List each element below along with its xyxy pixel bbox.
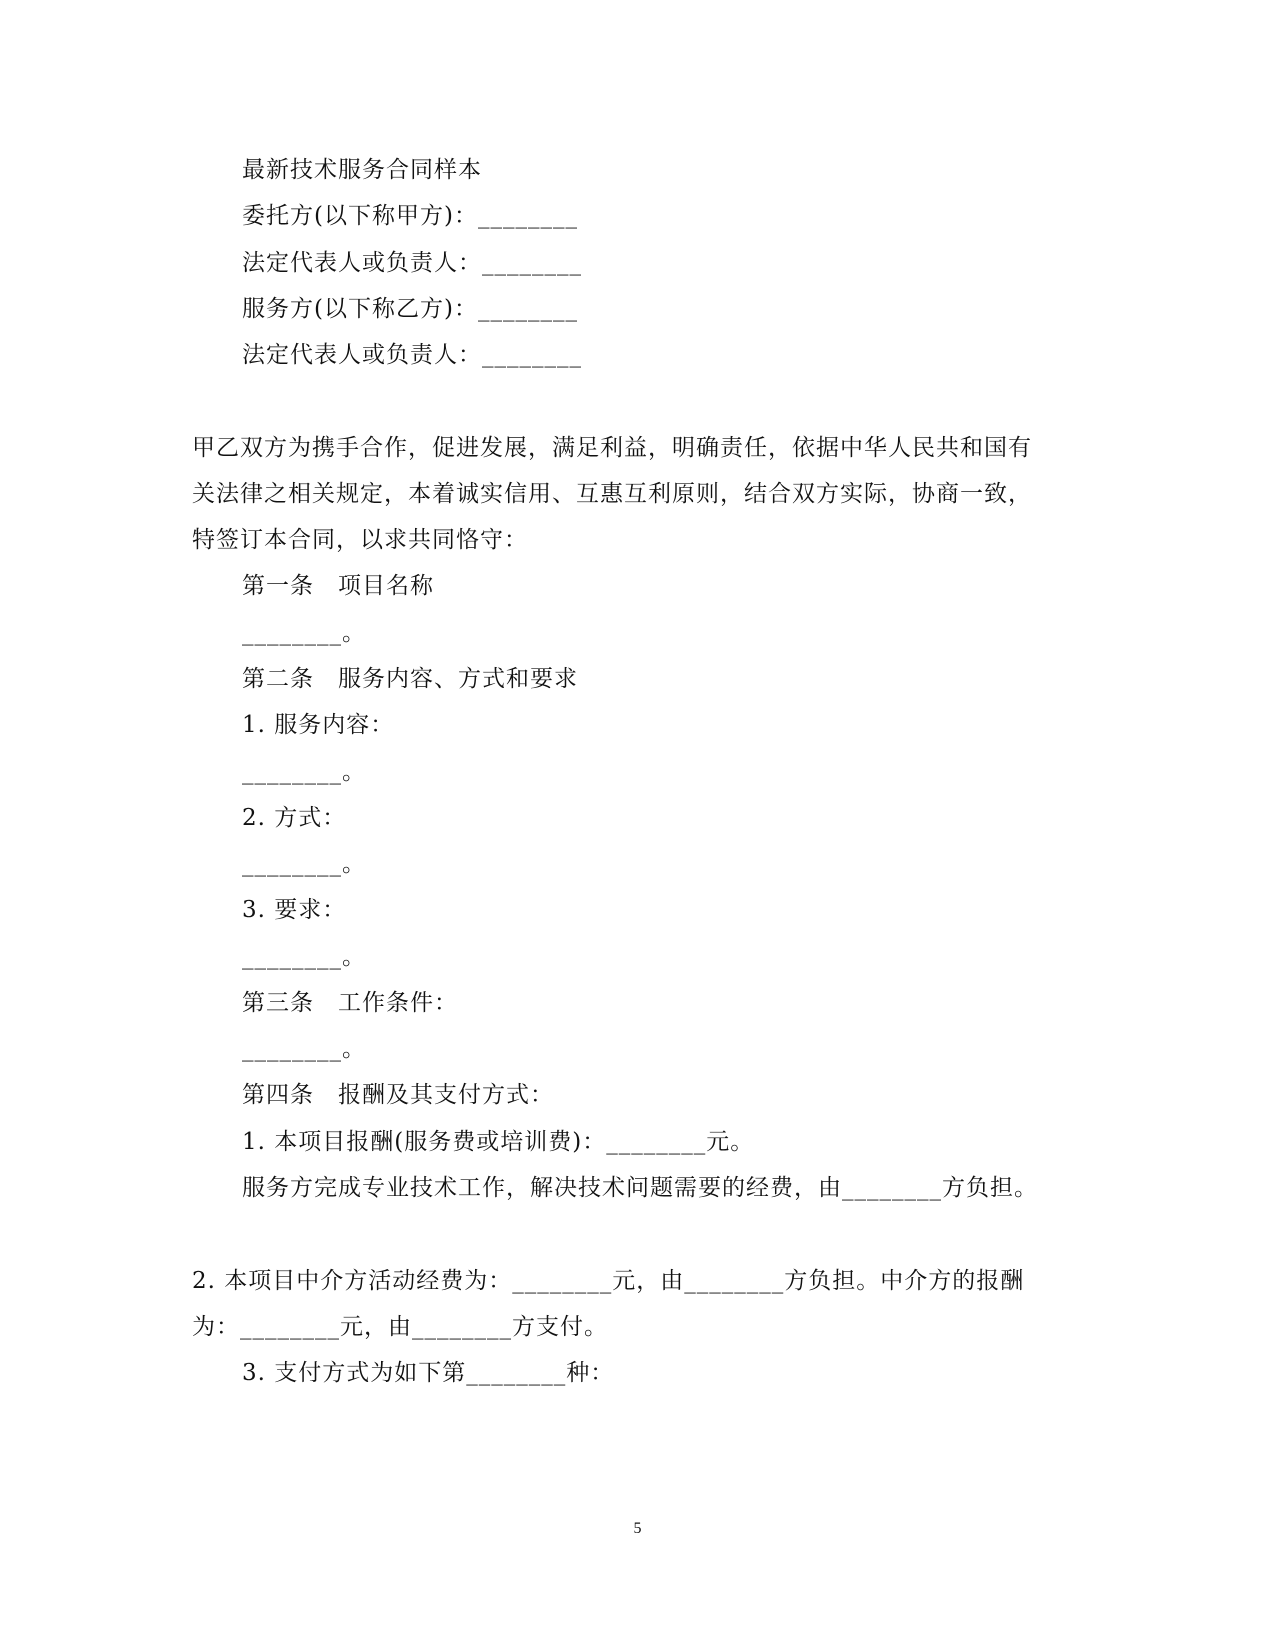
article-4-item-3: 3. 支付方式为如下第________种： xyxy=(242,1360,615,1386)
article-1-blank: ________。 xyxy=(242,620,366,646)
preamble-line: 特签订本合同，以求共同恪守： xyxy=(192,527,528,553)
service-party-field: 服务方(以下称乙方)：________ xyxy=(242,296,578,322)
article-2-item-3-label: 3. 要求： xyxy=(242,897,347,923)
article-3-heading: 第三条 工作条件： xyxy=(242,990,458,1016)
article-1-heading: 第一条 项目名称 xyxy=(242,573,434,599)
preamble-line: 关法律之相关规定，本着诚实信用、互惠互利原则，结合双方实际，协商一致， xyxy=(192,481,1032,507)
article-2-item-2-label: 2. 方式： xyxy=(242,805,347,831)
client-party-field: 委托方(以下称甲方)：________ xyxy=(242,203,578,229)
service-representative-field: 法定代表人或负责人：________ xyxy=(242,342,582,368)
article-4-item-2-line: 为：________元，由________方支付。 xyxy=(192,1314,608,1340)
article-4-item-2-line: 2. 本项目中介方活动经费为：________元，由________方负担。中介方的报酬 xyxy=(192,1268,1025,1294)
contract-title: 最新技术服务合同样本 xyxy=(242,157,482,183)
article-4-heading: 第四条 报酬及其支付方式： xyxy=(242,1082,554,1108)
article-3-blank: ________。 xyxy=(242,1036,366,1062)
client-representative-field: 法定代表人或负责人：________ xyxy=(242,250,582,276)
article-4-item-1: 1. 本项目报酬(服务费或培训费)：________元。 xyxy=(242,1129,755,1155)
article-2-item-2-blank: ________。 xyxy=(242,851,366,877)
page-number: 5 xyxy=(633,1520,642,1537)
preamble-line: 甲乙双方为携手合作，促进发展，满足利益，明确责任，依据中华人民共和国有 xyxy=(192,435,1032,461)
article-2-heading: 第二条 服务内容、方式和要求 xyxy=(242,666,578,692)
article-2-item-3-blank: ________。 xyxy=(242,944,366,970)
article-4-item-1-note: 服务方完成专业技术工作，解决技术问题需要的经费，由________方负担。 xyxy=(242,1175,1038,1201)
article-2-item-1-label: 1. 服务内容： xyxy=(242,712,395,738)
article-2-item-1-blank: ________。 xyxy=(242,759,366,785)
